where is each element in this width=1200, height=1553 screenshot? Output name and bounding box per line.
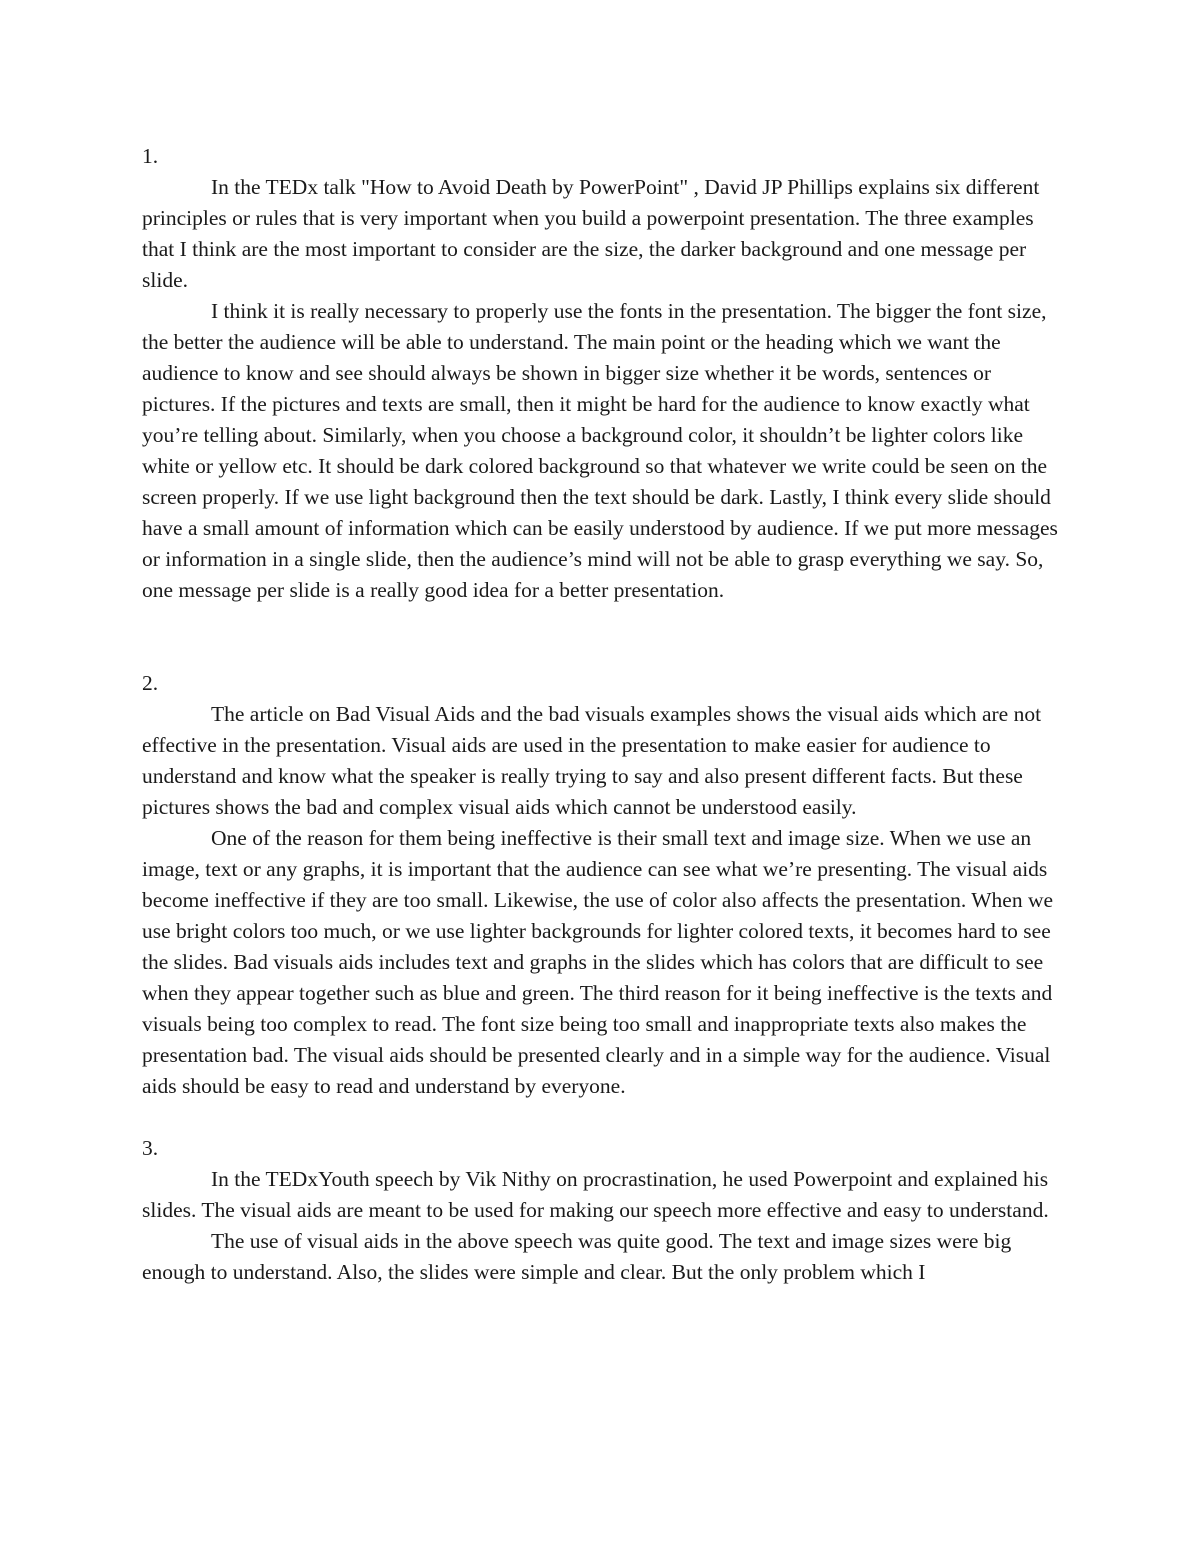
document-body	[142, 141, 1066, 1288]
section-number-3: 3.	[142, 1136, 159, 1160]
paragraph: In the TEDx talk "How to Avoid Death by PowerPoint" , David JP Phillips explains six different principles or rules that is very important when you build a powerpoint presentation. The three examples that I think are the most important to consider are the size, the darker background and one message per slide.	[142, 175, 1040, 292]
paragraph: One of the reason for them being ineffective is their small text and image size. When we use an image, text or any graphs, it is important that the audience can see what we’re presenting. The visual aids become ineffective if they are too small. Likewise, the use of color also affects the presentation. When we use bright colors too much, or we use lighter backgrounds for lighter colored texts, it becomes hard to see the slides. Bad visuals aids includes text and graphs in the slides which has colors that are difficult to see when they appear together such as blue and green. The third reason for it being ineffective is the texts and visuals being too complex to read. The font size being too small and inappropriate texts also makes the presentation bad. The visual aids should be presented clearly and in a simple way for the audience. Visual aids should be easy to read and understand by everyone.	[142, 826, 1054, 1098]
paragraph: In the TEDxYouth speech by Vik Nithy on procrastination, he used Powerpoint and explained his slides. The visual aids are meant to be used for making our speech more effective and easy to understand.	[142, 1167, 1049, 1222]
section-spacer	[142, 1102, 1066, 1133]
paragraph: The article on Bad Visual Aids and the bad visuals examples shows the visual aids which are not effective in the presentation. Visual aids are used in the presentation to make easier for audience to understand and know what the speaker is really trying to say and also present different facts. But these pictures shows the bad and complex visual aids which cannot be understood easily.	[142, 702, 1042, 819]
section-spacer	[142, 606, 1066, 668]
paragraph: I think it is really necessary to properly use the fonts in the presentation. The bigger the font size, the better the audience will be able to understand. The main point or the heading which we want the audience to know and see should always be shown in bigger size whether it be words, sentences or pictures. If the pictures and texts are small, then it might be hard for the audience to know exactly what you’re telling about. Similarly, when you choose a background color, it shouldn’t be lighter colors like white or yellow etc. It should be dark colored background so that whatever we write could be seen on the screen properly. If we use light background then the text should be dark. Lastly, I think every slide should have a small amount of information which can be easily understood by audience. If we put more messages or information in a single slide, then the audience’s mind will not be able to grasp everything we say. So, one message per slide is a really good idea for a better presentation.	[142, 299, 1058, 602]
section-number-2: 2.	[142, 671, 159, 695]
section-number-1: 1.	[142, 144, 159, 168]
paragraph: The use of visual aids in the above speech was quite good. The text and image sizes were big enough to understand. Also, the slides were simple and clear. But the only problem which I	[142, 1229, 1012, 1284]
